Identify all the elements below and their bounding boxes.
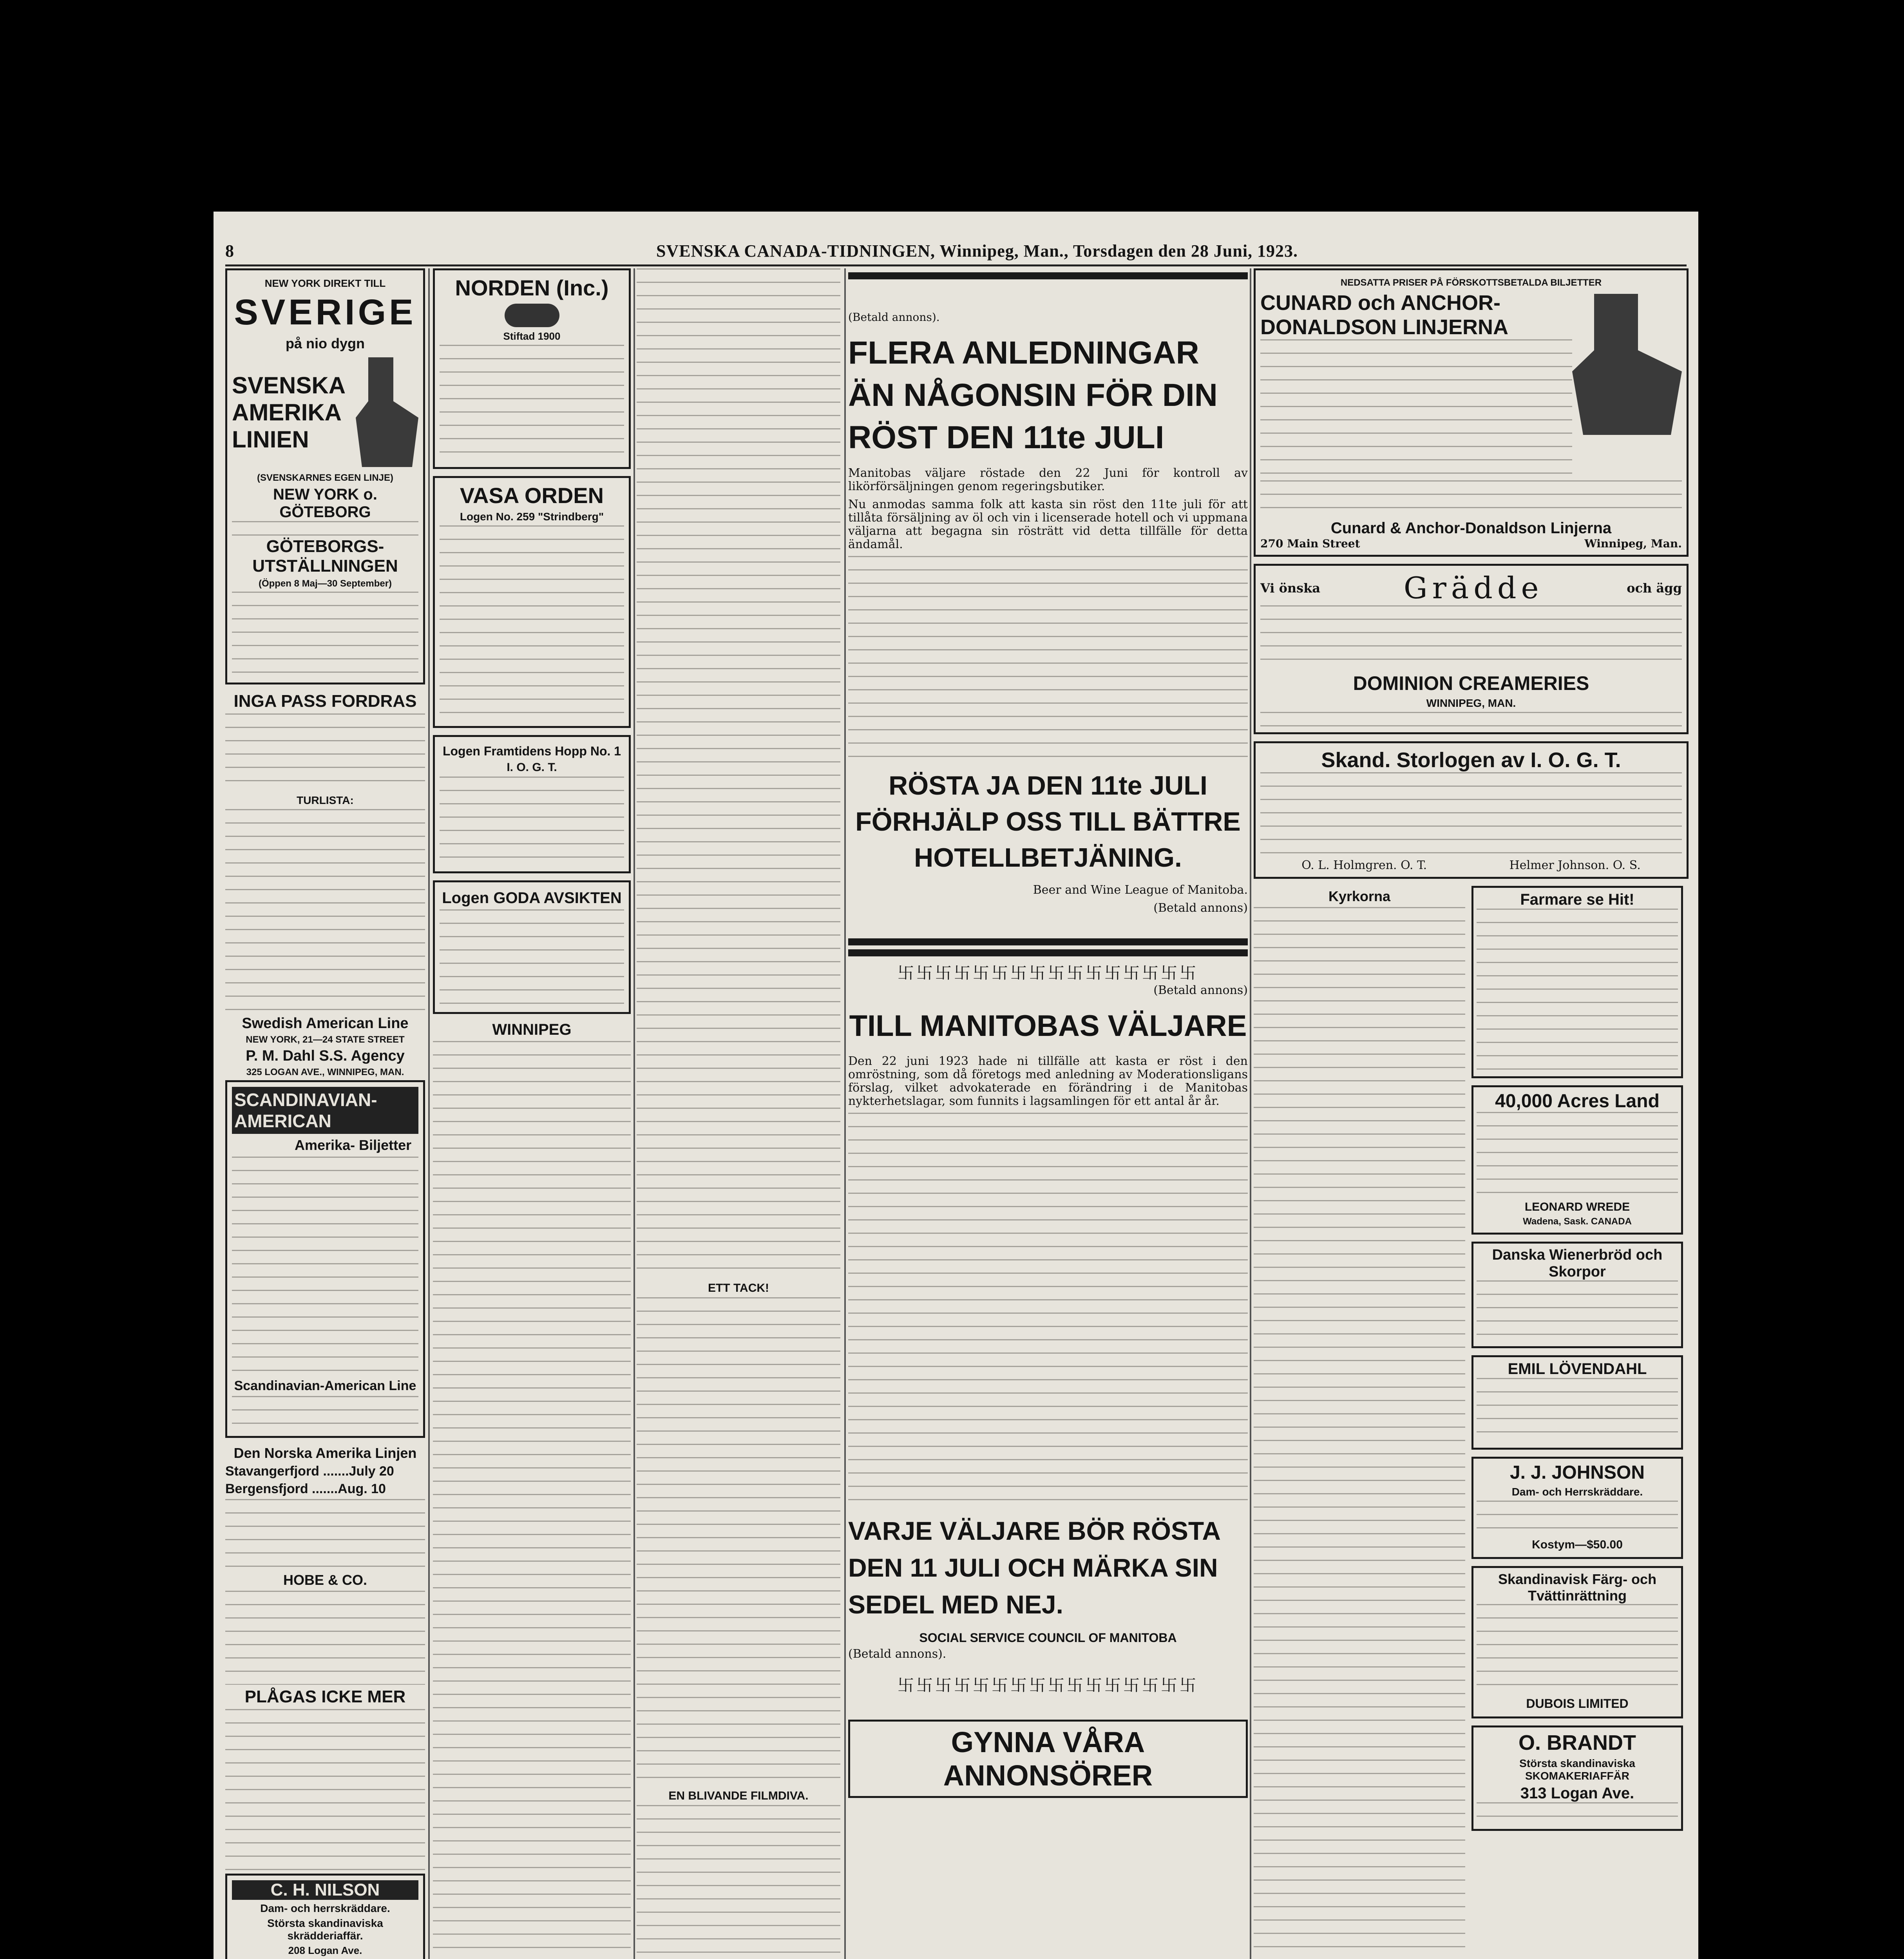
ad-title: Skandinavisk Färg- och Tvättinrättning [1498, 1571, 1657, 1604]
ad-line: 208 Logan Ave. [288, 1945, 362, 1956]
page-number: 8 [225, 241, 234, 261]
ad-headline: TILL MANITOBAS VÄLJARE [849, 1009, 1247, 1043]
section-heading: EN BLIVANDE FILMDIVA. [668, 1789, 809, 1802]
paragraph: Manitobas väljare röstade den 22 Juni för kontroll av likörförsäljningen genom regeringsbutiker. [848, 466, 1248, 493]
signature: SOCIAL SERVICE COUNCIL OF MANITOBA [919, 1631, 1177, 1645]
ad-line: Scandinavian-American Line [234, 1378, 416, 1393]
section-heading: HOBE & CO. [283, 1572, 367, 1588]
jjohnson-ad [1471, 1457, 1683, 1559]
ad-headline: RÖSTA JA DEN 11te JULI FÖRHJÄLP OSS TILL BÄTTRE HOTELLBETJÄNING. [855, 771, 1241, 873]
text-block [1477, 1112, 1678, 1198]
ad-line: Logen No. 259 "Strindberg" [460, 511, 604, 523]
ad-line: Kostym—$50.00 [1532, 1538, 1623, 1551]
ad-title: 40,000 Acres Land [1495, 1091, 1660, 1112]
steamship-illustration [356, 357, 418, 467]
ad-line: WINNIPEG, MAN. [1426, 697, 1516, 709]
ad-title: GÖTEBORGS- [266, 537, 384, 556]
signature: Helmer Johnson. O. S. [1509, 858, 1641, 872]
paid-notice: (Betald annons). [848, 1647, 947, 1661]
section-heading: WINNIPEG [492, 1021, 572, 1038]
text-block [1260, 712, 1682, 728]
lovendahl-ad [1471, 1355, 1683, 1450]
text-block [232, 592, 418, 678]
ad-subtitle: Amerika- Biljetter [295, 1137, 412, 1153]
ad-title: VASA ORDEN [460, 483, 604, 508]
text-block [1477, 1378, 1678, 1445]
newspaper-page [214, 212, 1698, 1959]
brandt-ad [1471, 1725, 1683, 1831]
text-block [225, 1709, 425, 1874]
steamship-illustration [1572, 294, 1682, 435]
ad-headline: FLERA ANLEDNINGAR ÄN NÅGONSIN FÖR DIN RÖST DEN 11te JULI [848, 335, 1218, 455]
ad-line: på nio dygn [286, 335, 365, 351]
ad-title: Cunard & Anchor-Donaldson Linjerna [1330, 520, 1612, 537]
section-heading: P. M. Dahl S.S. Agency [246, 1048, 405, 1064]
ad-title: C. H. NILSON [232, 1880, 418, 1900]
text-block [440, 909, 624, 1007]
ad-route: NEW YORK o. GÖTEBORG [273, 486, 377, 521]
ad-title: Logen GODA AVSIKTEN [442, 889, 622, 907]
text-block [232, 521, 418, 537]
section-heading: Den Norska Amerika Linjen [233, 1445, 417, 1461]
goda-avsikten-ad [433, 880, 631, 1014]
ornament-border: 卐卐卐卐卐卐卐卐卐卐卐卐卐卐卐卐 [897, 963, 1198, 983]
ad-title: SVENSKA [232, 372, 346, 398]
ad-title: SVERIGE [234, 292, 416, 332]
ad-line: Dam- och Herrskräddare. [1511, 1486, 1643, 1498]
column-rule [1250, 268, 1251, 1959]
ad-line: I. O. G. T. [507, 761, 557, 774]
signature: O. L. Holmgren. O. T. [1301, 858, 1427, 872]
address: 270 Main Street [1260, 537, 1360, 550]
ad-line: NEDSATTA PRISER PÅ FÖRSKOTTSBETALDA BILJETTER [1340, 277, 1602, 288]
column-5 [1254, 268, 1689, 1959]
text-block [225, 713, 425, 792]
text-block [637, 1805, 840, 1959]
ad-line: NEW YORK DIREKT TILL [264, 277, 386, 289]
ad-line: Stiftad 1900 [503, 330, 561, 342]
ad-line: och ägg [1627, 580, 1682, 596]
nilson-ad [225, 1874, 425, 1959]
ad-line: Vi önska [1260, 580, 1321, 596]
text-block [1477, 909, 1678, 1073]
text-block [1254, 907, 1465, 1959]
paid-notice: (Betald annons) [1153, 983, 1248, 997]
ad-title: LINIEN [232, 426, 309, 453]
acres-ad [1471, 1085, 1683, 1235]
address: 325 LOGAN AVE., WINNIPEG, MAN. [246, 1067, 404, 1077]
text-block [225, 1499, 425, 1570]
ad-title: Grädde [1403, 570, 1544, 605]
ad-line: Största skandinaviska SKOMAKERIAFFÄR [1519, 1757, 1635, 1782]
column-2 [433, 268, 631, 1959]
paid-notice: (Betald annons). [848, 311, 940, 324]
sailing-line: Stavangerfjord .......July 20 [225, 1464, 394, 1479]
section-heading: PLÅGAS ICKE MER [244, 1687, 406, 1706]
cunard-ad [1254, 268, 1689, 557]
text-block [848, 556, 1248, 760]
text-block [848, 1113, 1248, 1505]
address: NEW YORK, 21—24 STATE STREET [246, 1034, 405, 1045]
section-heading: Swedish American Line [242, 1015, 409, 1032]
ad-title: SCANDINAVIAN- AMERICAN [232, 1087, 418, 1134]
vasa-ad [433, 476, 631, 728]
scandinavian-american-ad [225, 1080, 425, 1438]
text-block [1477, 1802, 1678, 1826]
ad-title: Logen Framtidens Hopp No. 1 [442, 744, 621, 758]
address: Winnipeg, Man. [1584, 537, 1682, 550]
column-rule [428, 268, 430, 1959]
text-block [1477, 1501, 1678, 1536]
ad-title: NORDEN (Inc.) [455, 275, 609, 300]
ad-title: Skand. Storlogen av I. O. G. T. [1321, 748, 1621, 772]
column-3 [637, 268, 840, 1959]
ad-line: DUBOIS LIMITED [1526, 1696, 1629, 1711]
ornament-border: 卐卐卐卐卐卐卐卐卐卐卐卐卐卐卐卐 [897, 1676, 1198, 1695]
ad-line: 313 Logan Ave. [1520, 1785, 1634, 1802]
masthead [225, 241, 1687, 266]
ad-headline: VARJE VÄLJARE BÖR RÖSTA DEN 11 JULI OCH MÄRKA SIN SEDEL MED NEJ. [848, 1516, 1220, 1619]
ad-title: J. J. JOHNSON [1509, 1462, 1645, 1483]
rule-bar [848, 272, 1248, 279]
text-block [637, 1297, 840, 1787]
address: Wadena, Sask. CANADA [1523, 1216, 1632, 1227]
sverige-ad [225, 268, 425, 684]
column-rule [844, 268, 846, 1959]
newspaper-title: SVENSKA CANADA-TIDNINGEN, Winnipeg, Man., Torsdagen den 28 Juni, 1923. [656, 241, 1298, 261]
section-heading: TURLISTA: [297, 794, 354, 806]
norden-ad [433, 268, 631, 469]
text-block [1477, 1280, 1678, 1343]
text-block [225, 809, 425, 1013]
ad-title: EMIL LÖVENDAHL [1508, 1360, 1647, 1378]
signature: Beer and Wine League of Manitoba. [1033, 883, 1248, 897]
danska-ad [1471, 1242, 1683, 1348]
paragraph: Den 22 juni 1923 hade ni tillfälle att kasta er röst i den omröstning, som då företogs med anledning av Moderationsligans förslag, vilket advokaterade en förändring i de Manitobas nykterhetslagar, som funnits i lagsamlingen för ett antal år år. [848, 1054, 1248, 1108]
text-block [440, 525, 624, 721]
section-heading: Kyrkorna [1328, 888, 1391, 904]
paragraph: Nu anmodas samma folk att kasta sin röst den 11te juli för att tillåta försäljning av öl och vin i licenserade hotell och vi uppmana väljarna att begagna sin rösträtt vid detta tillfälle för detta ändamål. [848, 498, 1248, 551]
framtidens-ad [433, 735, 631, 873]
text-block [1260, 480, 1682, 520]
dominion-ad [1254, 564, 1689, 734]
rule-bar [848, 938, 1248, 945]
ad-line: Dam- och herrskräddare. [260, 1902, 390, 1914]
ad-title: DOMINION CREAMERIES [1353, 672, 1589, 694]
ad-line: LEONARD WREDE [1524, 1200, 1630, 1213]
ad-line: (Öppen 8 Maj—30 September) [258, 578, 392, 589]
text-block [1260, 339, 1572, 480]
section-heading: INGA PASS FORDRAS [233, 692, 417, 711]
text-block [637, 268, 840, 1279]
text-block [433, 1041, 631, 1959]
text-block [440, 777, 624, 867]
ad-headline: GYNNA VÅRA ANNONSÖRER [848, 1720, 1248, 1798]
column-4 [848, 268, 1248, 1959]
text-block [225, 1591, 425, 1685]
ad-title: Danska Wienerbröd och Skorpor [1492, 1247, 1663, 1280]
dubois-ad [1471, 1566, 1683, 1718]
storlogen-ad [1254, 741, 1689, 879]
rule-bar [848, 949, 1248, 956]
ad-title: UTSTÄLLNINGEN [252, 556, 398, 576]
column-1 [225, 268, 425, 1959]
ad-title: AMERIKA [232, 399, 342, 425]
farmare-ad [1471, 886, 1683, 1078]
section-heading: ETT TACK! [708, 1282, 769, 1295]
text-block [1260, 605, 1682, 672]
text-block [232, 1396, 418, 1431]
column-rule [633, 268, 635, 1959]
text-block [1477, 1604, 1678, 1694]
ad-title: O. BRANDT [1518, 1731, 1636, 1754]
handshake-icon [505, 304, 559, 327]
paid-notice: (Betald annons) [1153, 901, 1248, 915]
text-block [1260, 772, 1682, 858]
text-block [232, 1157, 418, 1376]
ad-title: CUNARD och ANCHOR-DONALDSON LINJERNA [1260, 291, 1509, 339]
ad-title: Farmare se Hit! [1520, 891, 1634, 908]
text-block [440, 345, 624, 462]
ad-line: (SVENSKARNES EGEN LINJE) [257, 473, 394, 483]
ad-line: Största skandinaviska skrädderiaffär. [267, 1917, 383, 1942]
sailing-line: Bergensfjord .......Aug. 10 [225, 1481, 386, 1496]
